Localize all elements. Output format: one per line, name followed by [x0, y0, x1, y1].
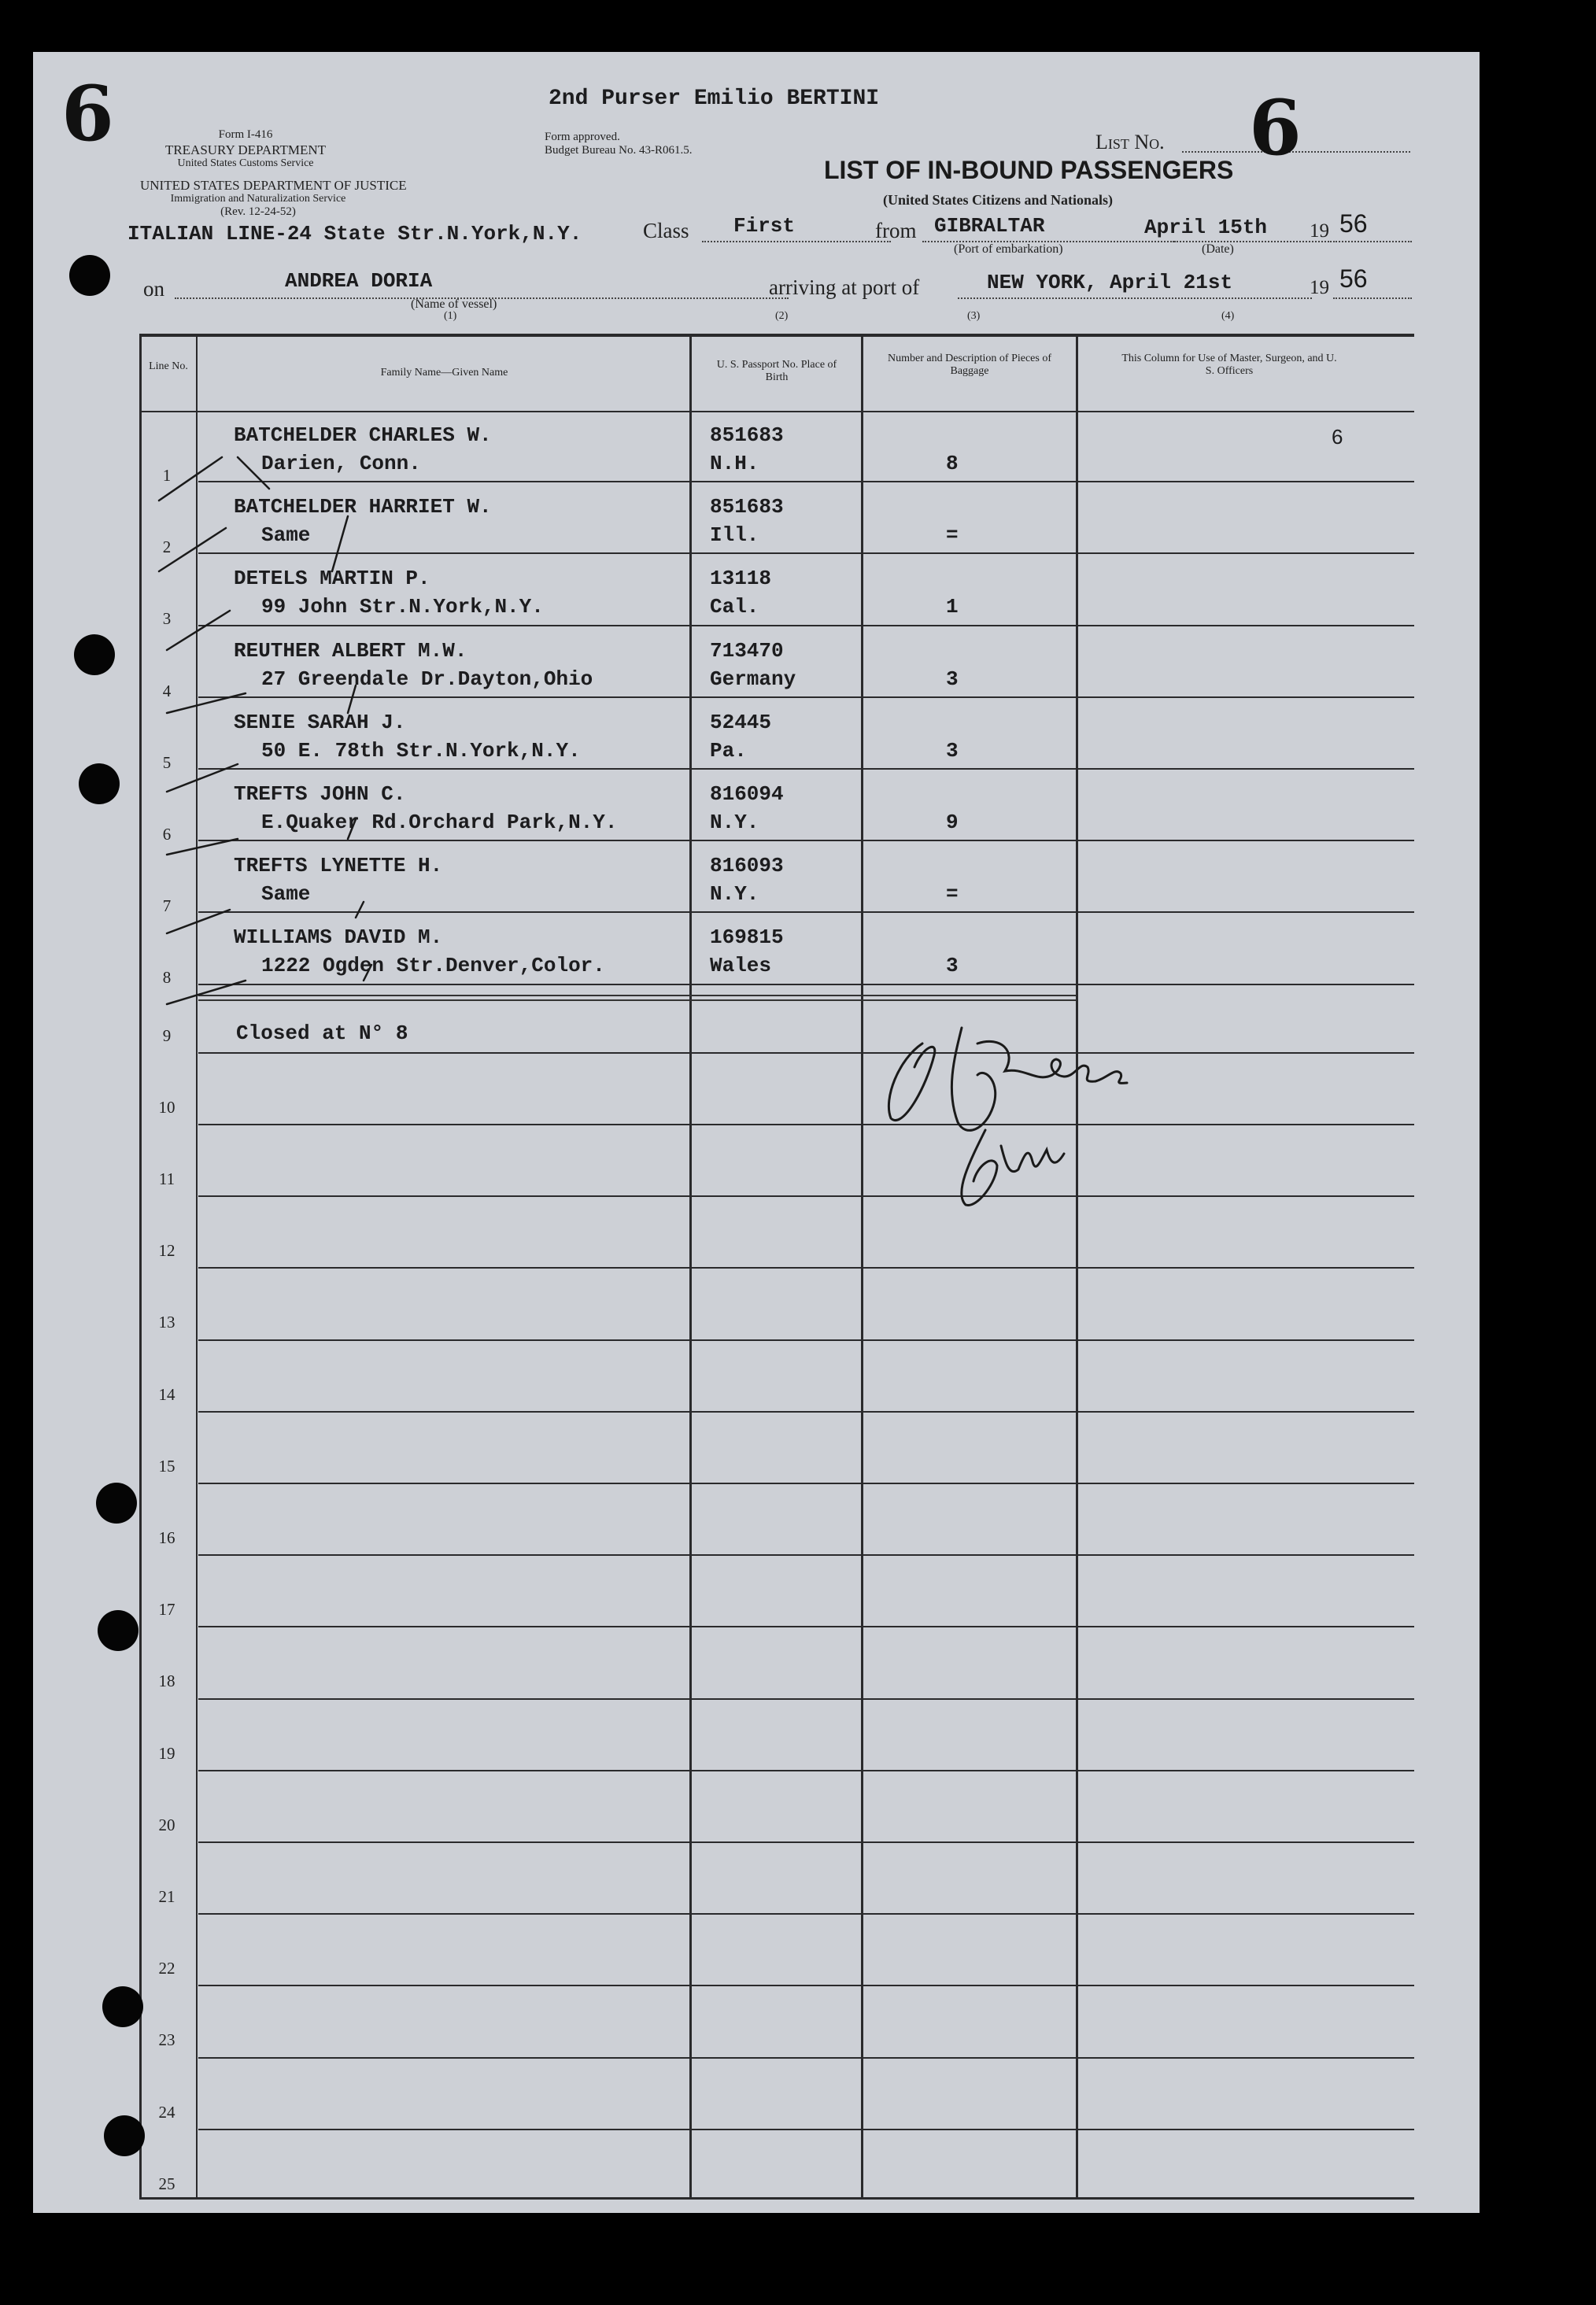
baggage-count: = [946, 523, 959, 548]
passport-number: 851683 [710, 495, 784, 519]
punch-hole [104, 2115, 145, 2156]
list-title: LIST OF IN-BOUND PASSENGERS [824, 156, 1234, 184]
class-value: First [733, 214, 796, 238]
row-rule [198, 1913, 1414, 1915]
row-number: 8 [162, 968, 172, 988]
arriving-label: arriving at port of [769, 275, 920, 299]
row-number: 19 [158, 1743, 175, 1763]
revision-date: (Rev. 12-24-52) [220, 205, 296, 218]
place-of-birth: N.H. [710, 452, 759, 475]
row-number: 13 [158, 1313, 175, 1332]
departure-date: April 15th [1144, 216, 1268, 239]
col-num-2: (2) [775, 310, 789, 322]
row-rule [198, 1411, 1414, 1413]
passport-number: 13118 [710, 567, 772, 591]
arrival-year-prefix: 19 [1310, 277, 1329, 298]
row-rule [198, 1554, 1414, 1556]
row-number: 10 [158, 1097, 175, 1117]
baggage-count: 9 [946, 811, 959, 834]
customs-service: United States Customs Service [177, 157, 314, 169]
row-number: 25 [158, 2174, 175, 2193]
passenger-address: 27 Greendale Dr.Dayton,Ohio [261, 667, 593, 691]
row-number: 11 [158, 1169, 175, 1188]
justice-dept: UNITED STATES DEPARTMENT OF JUSTICE [140, 178, 407, 193]
list-no-label: List No. [1095, 131, 1165, 153]
name-divider [689, 334, 692, 2199]
passenger-name: TREFTS LYNETTE H. [234, 854, 443, 878]
immigration-service: Immigration and Naturalization Service [170, 193, 346, 205]
row-number: 18 [158, 1671, 175, 1691]
header-passport: U. S. Passport No. Place of Birth [716, 359, 837, 383]
table-bottom-border [139, 2197, 1414, 2200]
approval-line1: Form approved. [545, 131, 620, 143]
row-number: 16 [158, 1528, 175, 1547]
row-number: 20 [158, 1815, 175, 1834]
row-rule [198, 1698, 1414, 1700]
inspector-signature [867, 1012, 1245, 1280]
closed-at-note: Closed at N° 8 [236, 1021, 408, 1045]
row-rule [198, 1841, 1414, 1843]
punch-hole [79, 763, 120, 804]
row-number: 9 [162, 1025, 172, 1045]
list-subtitle: (United States Citizens and Nationals) [883, 192, 1114, 208]
passport-number: 816094 [710, 782, 784, 806]
passport-divider [861, 334, 863, 2199]
manifest-page [33, 52, 1480, 2213]
row-number: 3 [162, 609, 172, 629]
row-number: 22 [158, 1959, 175, 1978]
row-rule [198, 1626, 1414, 1627]
baggage-count: 3 [946, 738, 959, 763]
arrival-year-line [1333, 297, 1412, 299]
place-of-birth: N.Y. [710, 882, 759, 907]
passenger-name: REUTHER ALBERT M.W. [234, 638, 467, 663]
embark-caption: (Port of embarkation) [954, 242, 1063, 256]
row-number: 4 [162, 681, 172, 700]
table-left-border [139, 334, 142, 2199]
row-number: 21 [158, 1887, 175, 1906]
passport-number: 169815 [710, 925, 784, 950]
passport-number: 713470 [710, 638, 784, 663]
row-rule [198, 1770, 1414, 1771]
baggage-count: 3 [946, 667, 959, 691]
passenger-address: Same [261, 523, 311, 548]
passenger-name: TREFTS JOHN C. [234, 782, 406, 806]
place-of-birth: Pa. [710, 738, 747, 763]
row-rule [198, 1985, 1414, 1986]
class-label: Class [643, 219, 689, 242]
justice-block [140, 178, 407, 218]
approval-block [545, 131, 692, 157]
passport-number: 52445 [710, 710, 772, 734]
baggage-count: 3 [946, 954, 959, 978]
header-line-no: Line No. [149, 360, 188, 372]
header-baggage: Number and Description of Pieces of Baggage [888, 353, 1051, 377]
baggage-count: 1 [946, 595, 959, 619]
passport-number: 816093 [710, 854, 784, 878]
officer-note: 6 [1332, 425, 1343, 449]
row-number: 17 [158, 1600, 175, 1620]
vessel-name: ANDREA DORIA [285, 269, 433, 293]
vessel-caption: (Name of vessel) [411, 297, 497, 311]
company-line: ITALIAN LINE-24 State Str.N.York,N.Y. [127, 222, 582, 246]
purser-name: 2nd Purser Emilio BERTINI [549, 87, 880, 111]
year-line [1333, 241, 1412, 242]
arrival-year-value: 56 [1339, 264, 1368, 293]
punch-hole [98, 1610, 139, 1651]
row-number: 24 [158, 2102, 175, 2122]
form-number: Form I-416 [218, 128, 273, 141]
corner-page-number: 6 [61, 69, 114, 158]
passenger-address: Darien, Conn. [261, 452, 421, 475]
approval-line2: Budget Bureau No. 43-R061.5. [545, 144, 693, 157]
punch-hole [69, 255, 110, 296]
from-label: from [875, 219, 917, 242]
date-caption: (Date) [1202, 242, 1234, 256]
row-number: 23 [158, 2030, 175, 2050]
row-number: 1 [162, 466, 172, 485]
row-number: 7 [162, 896, 172, 916]
passport-number: 851683 [710, 423, 784, 447]
year-prefix: 19 [1310, 220, 1329, 242]
row-number: 5 [162, 752, 172, 772]
col-num-3: (3) [967, 310, 981, 322]
baggage-count: = [946, 882, 959, 907]
passenger-address: Same [261, 882, 311, 907]
header-name: Family Name—Given Name [380, 367, 508, 379]
arrival-port-date: NEW YORK, April 21st [987, 271, 1233, 294]
passenger-name: BATCHELDER HARRIET W. [234, 495, 492, 519]
treasury-dept: TREASURY DEPARTMENT [164, 142, 327, 157]
place-of-birth: Wales [710, 954, 772, 978]
header-bottom-border [139, 411, 1414, 412]
passenger-name: BATCHELDER CHARLES W. [234, 423, 492, 447]
form-block [135, 127, 356, 170]
row-number: 6 [162, 825, 172, 844]
punch-hole [102, 1986, 143, 2027]
arrival-line [958, 297, 1312, 299]
passenger-name: DETELS MARTIN P. [234, 567, 430, 591]
place-of-birth: Cal. [710, 595, 759, 619]
row-number: 15 [158, 1456, 175, 1476]
row-number: 12 [158, 1241, 175, 1261]
punch-hole [74, 634, 115, 675]
passenger-address: E.Quaker Rd.Orchard Park,N.Y. [261, 811, 618, 834]
col-num-1: (1) [444, 310, 457, 322]
col-num-4: (4) [1221, 310, 1235, 322]
passenger-address: 50 E. 78th Str.N.York,N.Y. [261, 738, 581, 763]
date-line [1174, 241, 1332, 242]
table-top-border [139, 334, 1414, 337]
passenger-name: WILLIAMS DAVID M. [234, 925, 443, 950]
row-rule [198, 1483, 1414, 1484]
row-rule [198, 2129, 1414, 2130]
punch-hole [96, 1483, 137, 1524]
check-marks [151, 414, 466, 1059]
place-of-birth: Germany [710, 667, 796, 691]
row-rule [198, 2057, 1414, 2059]
passenger-address: 99 John Str.N.York,N.Y. [261, 595, 544, 619]
header-officers: This Column for Use of Master, Surgeon, and U. S. Officers [1121, 353, 1337, 377]
year-value: 56 [1339, 209, 1368, 238]
embark-port: GIBRALTAR [934, 214, 1045, 238]
row-number: 2 [162, 537, 172, 557]
row-rule [198, 1339, 1414, 1341]
class-line [702, 241, 891, 242]
passenger-address: 1222 Ogden Str.Denver,Color. [261, 954, 605, 978]
passenger-name: SENIE SARAH J. [234, 710, 406, 734]
place-of-birth: Ill. [710, 523, 759, 548]
row-number: 14 [158, 1384, 175, 1404]
baggage-count: 8 [946, 452, 959, 475]
place-of-birth: N.Y. [710, 811, 759, 834]
list-no-value: 6 [1249, 83, 1302, 172]
on-label: on [143, 277, 164, 301]
